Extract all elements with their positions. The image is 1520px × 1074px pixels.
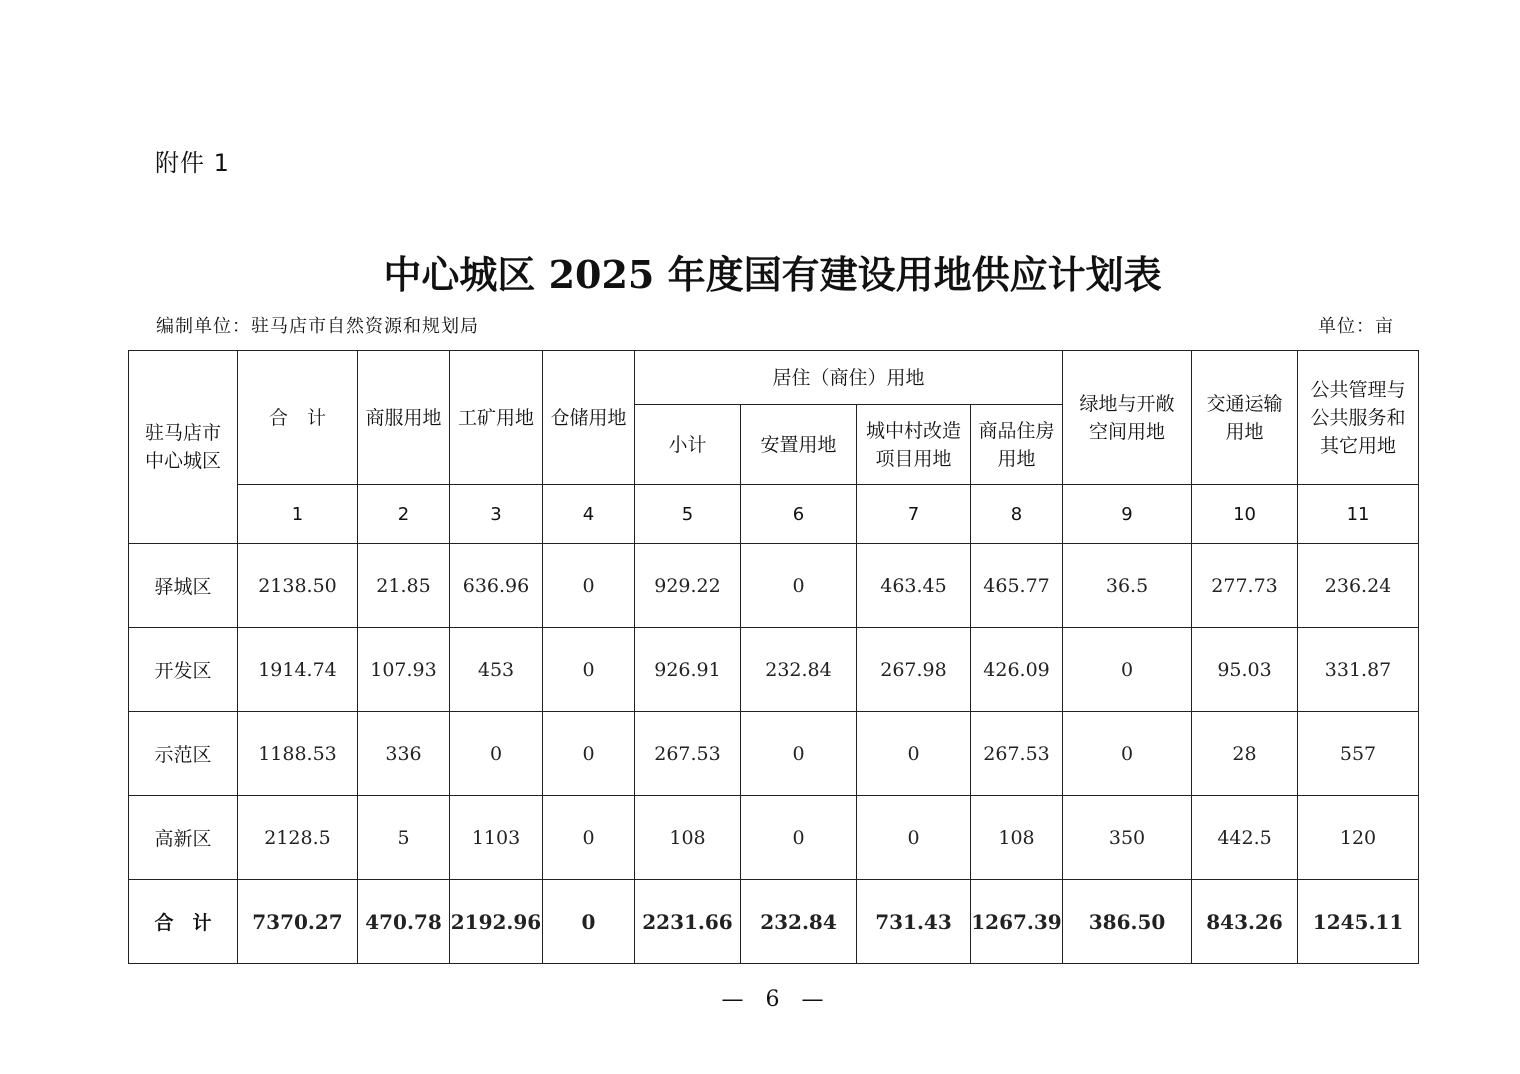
header-residential-subtotal: 小计 [635, 405, 741, 485]
cell-residential-subtotal: 926.91 [635, 628, 741, 712]
cell-commercial: 21.85 [358, 544, 450, 628]
header-industrial: 工矿用地 [450, 351, 543, 485]
header-public [1298, 351, 1419, 485]
cell-green: 36.5 [1063, 544, 1192, 628]
header-green [1063, 351, 1192, 485]
cell-resettlement: 232.84 [741, 628, 857, 712]
cell-total: 1914.74 [238, 628, 358, 712]
table-row [129, 544, 1419, 628]
table-row [129, 712, 1419, 796]
cell-commercial: 107.93 [358, 628, 450, 712]
total-cell: 386.50 [1063, 880, 1192, 964]
column-number: 3 [450, 485, 543, 544]
total-cell: 731.43 [857, 880, 971, 964]
total-row [129, 880, 1419, 964]
cell-green: 350 [1063, 796, 1192, 880]
total-cell: 232.84 [741, 880, 857, 964]
cell-green: 0 [1063, 628, 1192, 712]
total-cell: 7370.27 [238, 880, 358, 964]
total-cell: 2192.96 [450, 880, 543, 964]
page-number: — 6 — [721, 987, 824, 1012]
cell-transport: 28 [1192, 712, 1298, 796]
cell-industrial: 1103 [450, 796, 543, 880]
cell-commodity-housing: 426.09 [971, 628, 1063, 712]
corner-label-line1: 驻马店市 [144, 422, 221, 444]
page-title: 中心城区 2025 年度国有建设用地供应计划表 [383, 252, 1162, 297]
header-urban-village-line1: 城中村改造 [865, 419, 961, 442]
corner-label-line2: 中心城区 [144, 450, 221, 472]
header-residential-group: 居住（商住）用地 [635, 351, 1063, 405]
header-transport [1192, 351, 1298, 485]
header-commodity-housing-line2: 用地 [997, 447, 1036, 470]
header-commercial: 商服用地 [358, 351, 450, 485]
column-number: 7 [857, 485, 971, 544]
cell-urban-village: 267.98 [857, 628, 971, 712]
cell-public: 331.87 [1298, 628, 1419, 712]
cell-resettlement: 0 [741, 796, 857, 880]
row-district-name: 驿城区 [129, 544, 238, 628]
column-number: 11 [1298, 485, 1419, 544]
column-number: 6 [741, 485, 857, 544]
land-supply-table [128, 350, 1419, 964]
column-number: 10 [1192, 485, 1298, 544]
header-row-1 [129, 351, 1419, 405]
header-total: 合 计 [238, 351, 358, 485]
cell-commodity-housing: 267.53 [971, 712, 1063, 796]
header-commodity-housing [971, 405, 1063, 485]
column-number: 8 [971, 485, 1063, 544]
header-public-line1: 公共管理与 [1310, 378, 1406, 401]
table-row [129, 796, 1419, 880]
cell-storage: 0 [543, 544, 635, 628]
cell-urban-village: 463.45 [857, 544, 971, 628]
cell-industrial: 453 [450, 628, 543, 712]
header-green-line2: 空间用地 [1089, 420, 1166, 443]
cell-residential-subtotal: 108 [635, 796, 741, 880]
column-number: 9 [1063, 485, 1192, 544]
cell-resettlement: 0 [741, 544, 857, 628]
cell-storage: 0 [543, 796, 635, 880]
cell-total: 2138.50 [238, 544, 358, 628]
corner-header-cell [129, 351, 238, 544]
unit-label: 单位：亩 [1318, 316, 1394, 337]
row-district-name: 高新区 [129, 796, 238, 880]
header-public-line2: 公共服务和 [1310, 406, 1406, 429]
header-public-line3: 其它用地 [1320, 434, 1397, 457]
cell-commodity-housing: 465.77 [971, 544, 1063, 628]
cell-commercial: 5 [358, 796, 450, 880]
cell-industrial: 0 [450, 712, 543, 796]
column-number-row [129, 485, 1419, 544]
header-transport-line1: 交通运输 [1206, 392, 1283, 415]
cell-resettlement: 0 [741, 712, 857, 796]
table-row [129, 628, 1419, 712]
header-urban-village-line2: 项目用地 [875, 447, 952, 470]
cell-storage: 0 [543, 628, 635, 712]
header-urban-village [857, 405, 971, 485]
cell-commodity-housing: 108 [971, 796, 1063, 880]
cell-residential-subtotal: 929.22 [635, 544, 741, 628]
row-district-name: 示范区 [129, 712, 238, 796]
header-green-line1: 绿地与开敞 [1079, 392, 1175, 415]
header-resettlement: 安置用地 [741, 405, 857, 485]
total-cell: 2231.66 [635, 880, 741, 964]
cell-green: 0 [1063, 712, 1192, 796]
column-number: 5 [635, 485, 741, 544]
total-cell: 843.26 [1192, 880, 1298, 964]
header-transport-line2: 用地 [1225, 420, 1264, 443]
cell-total: 2128.5 [238, 796, 358, 880]
column-number: 2 [358, 485, 450, 544]
cell-residential-subtotal: 267.53 [635, 712, 741, 796]
total-cell: 470.78 [358, 880, 450, 964]
total-cell: 1245.11 [1298, 880, 1419, 964]
total-cell: 0 [543, 880, 635, 964]
attachment-label: 附件 1 [155, 149, 230, 177]
cell-transport: 95.03 [1192, 628, 1298, 712]
cell-public: 120 [1298, 796, 1419, 880]
cell-transport: 277.73 [1192, 544, 1298, 628]
cell-public: 557 [1298, 712, 1419, 796]
cell-storage: 0 [543, 712, 635, 796]
header-commodity-housing-line1: 商品住房 [978, 419, 1055, 442]
cell-total: 1188.53 [238, 712, 358, 796]
total-cell: 1267.39 [971, 880, 1063, 964]
header-storage: 仓储用地 [543, 351, 635, 485]
cell-industrial: 636.96 [450, 544, 543, 628]
cell-urban-village: 0 [857, 796, 971, 880]
cell-public: 236.24 [1298, 544, 1419, 628]
cell-urban-village: 0 [857, 712, 971, 796]
column-number: 1 [238, 485, 358, 544]
column-number: 4 [543, 485, 635, 544]
cell-commercial: 336 [358, 712, 450, 796]
row-district-name: 开发区 [129, 628, 238, 712]
compiler-label: 编制单位：驻马店市自然资源和规划局 [156, 316, 479, 337]
total-row-label: 合 计 [129, 880, 238, 964]
cell-transport: 442.5 [1192, 796, 1298, 880]
